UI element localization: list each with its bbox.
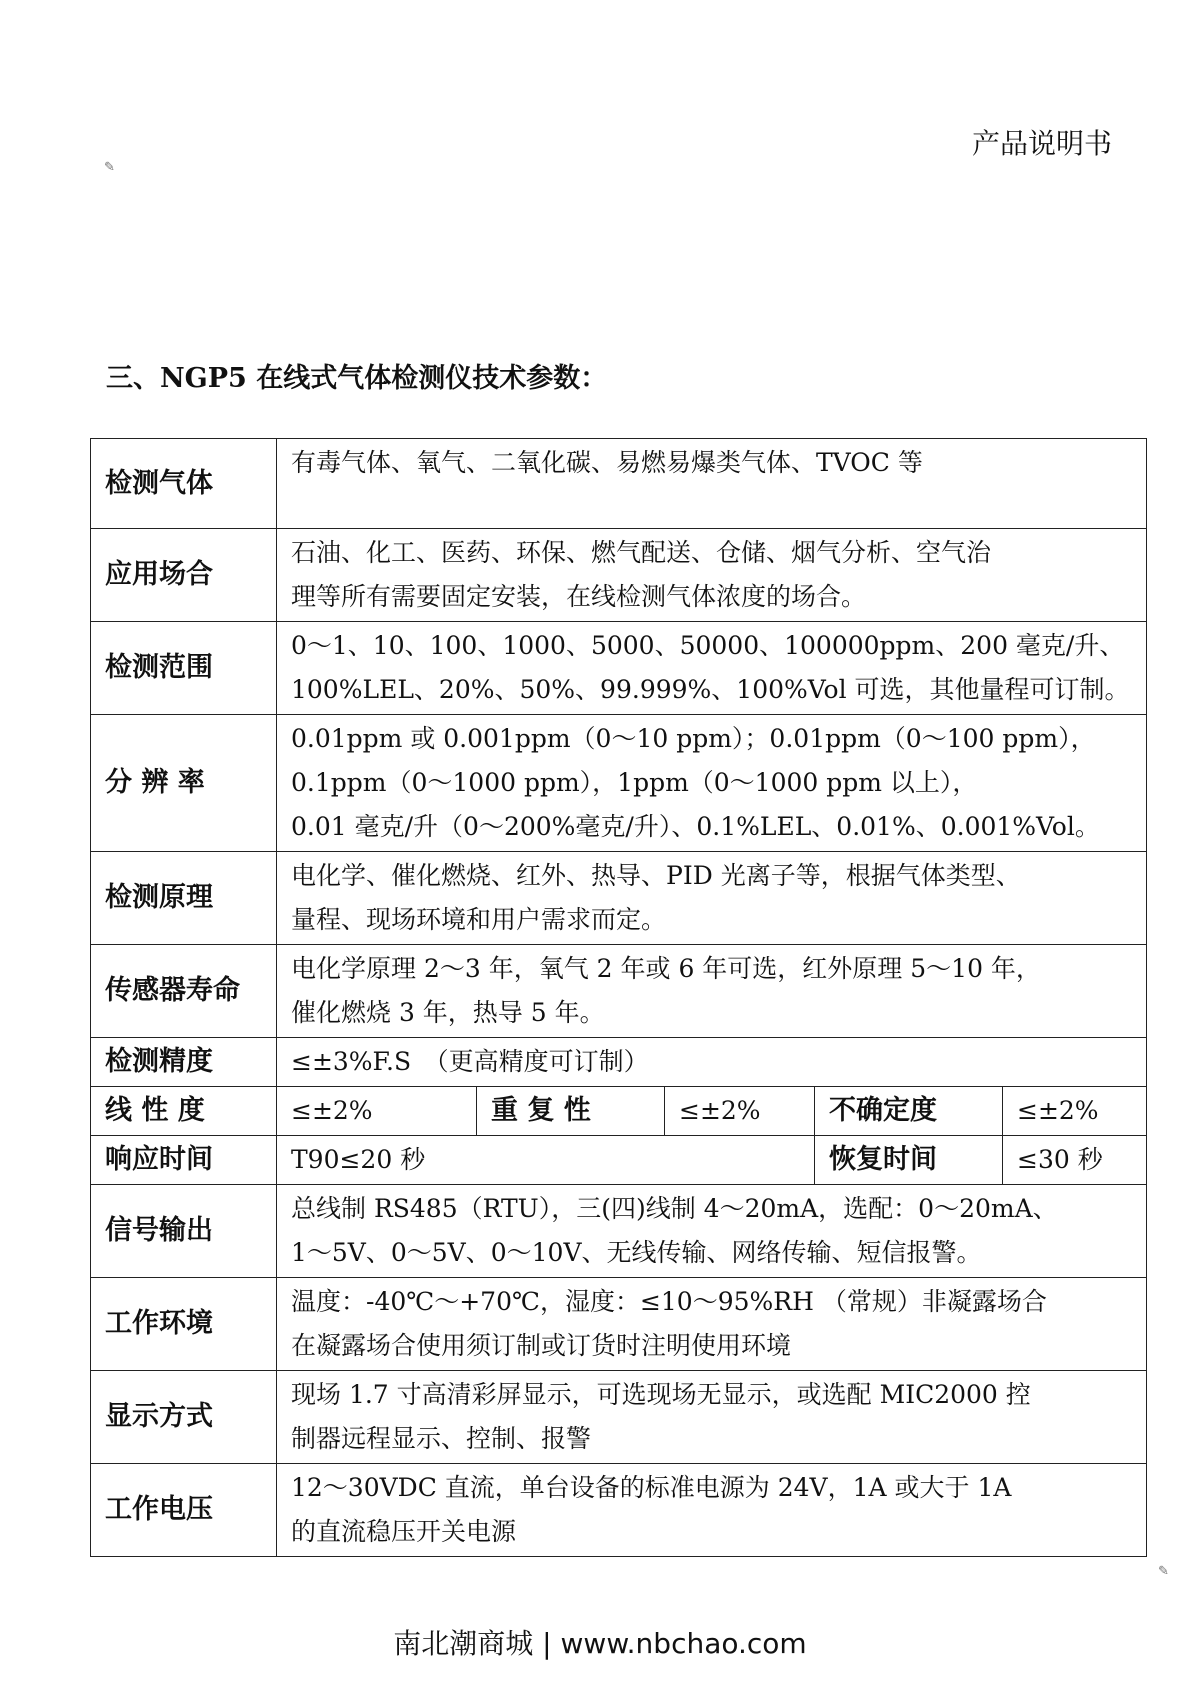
row-value [277, 529, 1147, 622]
row-value [277, 715, 1147, 852]
uncertainty-value: ≤±2% [1003, 1087, 1147, 1136]
row-value [277, 1371, 1147, 1464]
row-value [277, 439, 1147, 529]
value-line: 有毒气体、氧气、二氧化碳、易燃易爆类气体、TVOC 等 [291, 448, 923, 477]
value-line: 12～30VDC 直流，单台设备的标准电源为 24V，1A 或大于 1A [291, 1473, 1012, 1502]
repeatability-value: ≤±2% [665, 1087, 815, 1136]
section-heading: 三、NGP5 在线式气体检测仪技术参数： [106, 363, 608, 394]
row-label: 显示方式 [91, 1371, 277, 1464]
uncertainty-label: 不确定度 [815, 1087, 1003, 1136]
value-line: 理等所有需要固定安装，在线检测气体浓度的场合。 [291, 582, 867, 611]
footer-site-link[interactable]: 南北潮商城 | www.nbchao.com [393, 1627, 807, 1660]
value-line: 1～5V、0～5V、0～10V、无线传输、网络传输、短信报警。 [291, 1238, 982, 1267]
table-row [91, 439, 1147, 529]
value-line: 电化学、催化燃烧、红外、热导、PID 光离子等，根据气体类型、 [291, 861, 1021, 890]
row-label: 工作环境 [91, 1278, 277, 1371]
value-line: 0～1、10、100、1000、5000、50000、100000ppm、200 毫克/升、 [291, 631, 1125, 660]
row-value [277, 945, 1147, 1038]
row-value [277, 1185, 1147, 1278]
linearity-label: 线 性 度 [91, 1087, 277, 1136]
value-line: 100%LEL、20%、50%、99.999%、100%Vol 可选，其他量程可订制。 [291, 675, 1130, 704]
value-line: 电化学原理 2～3 年，氧气 2 年或 6 年可选，红外原理 5～10 年， [291, 954, 1041, 983]
response-label: 响应时间 [91, 1136, 277, 1185]
value-line: 现场 1.7 寸高清彩屏显示，可选现场无显示，或选配 MIC2000 控 [291, 1380, 1031, 1409]
response-value: T90≤20 秒 [277, 1136, 815, 1185]
accuracy-value: ≤±3%F.S （更高精度可订制） [277, 1038, 1147, 1087]
row-value [277, 622, 1147, 715]
spec-table [90, 438, 1147, 1557]
value-line: 石油、化工、医药、环保、燃气配送、仓储、烟气分析、空气治 [291, 538, 992, 567]
table-row [91, 1464, 1147, 1557]
value-line: 的直流稳压开关电源 [291, 1517, 517, 1546]
recovery-value: ≤30 秒 [1003, 1136, 1147, 1185]
row-label: 应用场合 [91, 529, 277, 622]
accuracy-label: 检测精度 [91, 1038, 277, 1087]
row-label: 分 辨 率 [91, 715, 277, 852]
table-row [91, 1087, 1147, 1136]
row-value [277, 1278, 1147, 1371]
value-line: 量程、现场环境和用户需求而定。 [291, 905, 667, 934]
pen-mark-icon: ✎ [104, 160, 115, 175]
value-line: 0.01 毫克/升（0～200%毫克/升）、0.1%LEL、0.01%、0.001%Vol。 [291, 812, 1100, 841]
value-line: 温度：-40℃～+70℃，湿度：≤10～95%RH （常规）非凝露场合 [291, 1287, 1047, 1316]
row-label: 传感器寿命 [91, 945, 277, 1038]
table-row [91, 945, 1147, 1038]
row-label: 检测原理 [91, 852, 277, 945]
value-line: 制器远程显示、控制、报警 [291, 1424, 592, 1453]
table-row [91, 622, 1147, 715]
value-line: 催化燃烧 3 年，热导 5 年。 [291, 998, 605, 1027]
value-line: 总线制 RS485（RTU），三(四)线制 4～20mA，选配：0～20mA、 [291, 1194, 1058, 1223]
row-value [277, 852, 1147, 945]
repeatability-label: 重 复 性 [477, 1087, 665, 1136]
page-header-title: 产品说明书 [971, 127, 1112, 160]
row-value [277, 1464, 1147, 1557]
value-line: 在凝露场合使用须订制或订货时注明使用环境 [291, 1331, 792, 1360]
row-label: 信号输出 [91, 1185, 277, 1278]
row-label: 检测范围 [91, 622, 277, 715]
value-line: 0.01ppm 或 0.001ppm（0～10 ppm）；0.01ppm（0～100 ppm）， [291, 724, 1096, 753]
table-row [91, 1038, 1147, 1087]
linearity-value: ≤±2% [277, 1087, 477, 1136]
table-row [91, 529, 1147, 622]
table-row [91, 1136, 1147, 1185]
pen-mark-icon: ✎ [1158, 1564, 1169, 1579]
table-row [91, 1371, 1147, 1464]
recovery-label: 恢复时间 [815, 1136, 1003, 1185]
row-label: 工作电压 [91, 1464, 277, 1557]
row-label: 检测气体 [91, 439, 277, 529]
table-row [91, 1278, 1147, 1371]
table-row [91, 715, 1147, 852]
value-line: 0.1ppm（0～1000 ppm），1ppm（0～1000 ppm 以上）， [291, 768, 978, 797]
table-row [91, 852, 1147, 945]
table-row [91, 1185, 1147, 1278]
